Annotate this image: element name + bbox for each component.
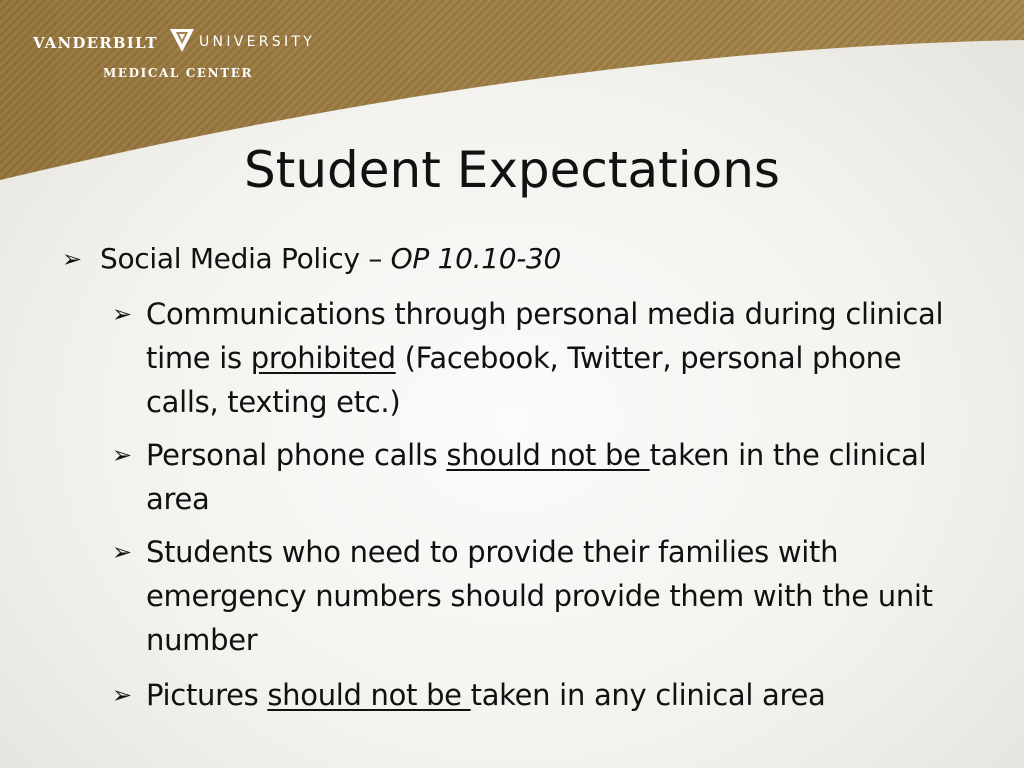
sub-bullet-emergency-numbers (112, 530, 966, 662)
slide-title: Student Expectations (244, 141, 780, 199)
arrow-bullet-icon: ➢ (112, 538, 132, 566)
sub-bullet-text: Students who need to provide their families with emergency numbers should provide them with the unit number (146, 535, 933, 657)
sub-bullet-text: Personal phone calls (146, 438, 447, 472)
arrow-bullet-icon: ➢ (112, 441, 132, 469)
bullet-lead: Social Media Policy – (100, 242, 391, 275)
sub-bullet-phone-calls (112, 433, 966, 521)
arrow-bullet-icon: ➢ (62, 245, 82, 273)
sub-bullet-text: Pictures (146, 678, 268, 712)
sub-bullet-communications (112, 292, 966, 424)
arrow-bullet-icon: ➢ (112, 681, 132, 709)
policy-code: OP 10.10-30 (390, 242, 562, 275)
arrow-bullet-icon: ➢ (112, 300, 132, 328)
sub-bullet-text: taken in the clinical area (146, 438, 927, 516)
bullet-social-media-policy (62, 237, 980, 281)
logo-university-text: UNIVERSITY (199, 34, 316, 50)
underlined-text: should not be (267, 678, 471, 712)
sub-bullet-text: Communications through personal media during clinical time is (146, 297, 944, 375)
logo-medical-center-text: MEDICAL CENTER (103, 66, 254, 80)
logo-vanderbilt-text: VANDERBILT (33, 34, 158, 52)
underlined-text: prohibited (250, 341, 396, 375)
underlined-text: should not be (446, 438, 650, 472)
sub-bullet-pictures (112, 673, 966, 717)
sub-bullet-text: (Facebook, Twitter, personal phone calls, texting etc.) (146, 341, 902, 419)
sub-bullet-text: taken in any clinical area (470, 678, 826, 712)
